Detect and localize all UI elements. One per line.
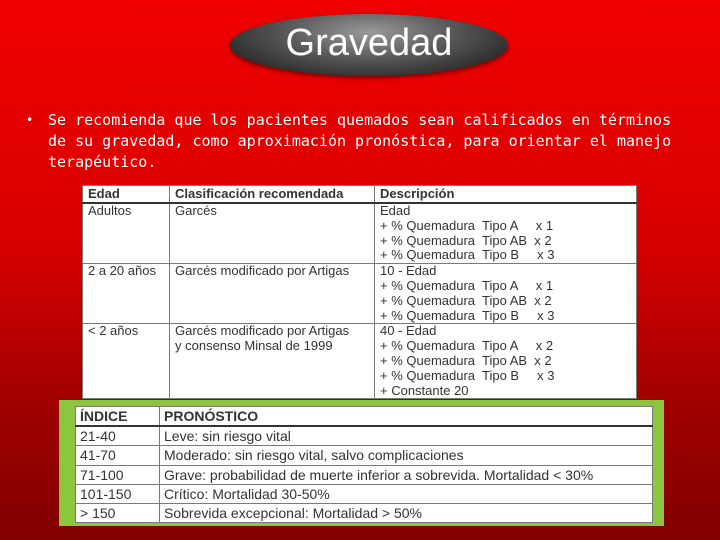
descripcion-line: + % Quemadura Tipo AB x 2 [380,352,552,368]
pronostico-cell: Sobrevida excepcional: Mortalidad > 50% [160,503,653,522]
classification-header-row [83,186,637,204]
table-row [83,203,637,264]
bullet-text: Se recomienda que los pacientes quemados sean calificados en términos de su gravedad, como aproximación pronóstica, para orientar el manejo terapéutico. [48,111,672,171]
bullet-paragraph [26,110,686,173]
classification-table [82,185,637,399]
descripcion-cell [375,324,637,399]
header-indice: ÍNDICE [76,407,160,427]
edad-cell: Adultos [83,203,170,264]
title-banner [230,14,508,76]
descripcion-line: + % Quemadura Tipo A x 2 [380,338,554,354]
descripcion-line: + % Quemadura Tipo B x 3 [380,307,555,323]
clasificacion-line: Garcés modificado por Artigas [175,263,350,279]
pronostico-cell: Moderado: sin riesgo vital, salvo complicaciones [160,446,653,465]
descripcion-line: + % Quemadura Tipo B x 3 [380,367,555,383]
indice-cell: > 150 [76,503,160,522]
descripcion-line: + % Quemadura Tipo AB x 2 [380,292,552,308]
descripcion-line: + Constante 20 [380,382,469,398]
table-row [76,446,653,465]
indice-cell: 21-40 [76,426,160,446]
prognosis-frame [59,400,664,526]
pronostico-cell: Crítico: Mortalidad 30-50% [160,484,653,503]
descripcion-line: 40 - Edad [380,323,437,339]
indice-cell: 41-70 [76,446,160,465]
descripcion-cell [375,264,637,324]
descripcion-line: 10 - Edad [380,263,437,279]
clasificacion-cell [170,324,375,399]
clasificacion-cell [170,264,375,324]
header-pronostico: PRONÓSTICO [160,407,653,427]
clasificacion-line: y consenso Minsal de 1999 [175,338,333,354]
slide-title: Gravedad [285,22,453,64]
edad-cell: < 2 años [83,324,170,399]
descripcion-line: + % Quemadura Tipo A x 1 [380,217,554,233]
indice-cell: 71-100 [76,465,160,484]
descripcion-line: + % Quemadura Tipo A x 1 [380,277,554,293]
descripcion-line: Edad [380,203,411,218]
clasificacion-line: Garcés [175,203,217,218]
table-row [76,426,653,446]
descripcion-line: + % Quemadura Tipo B x 3 [380,247,555,263]
prognosis-table [75,406,653,523]
bullet-dot: • [26,113,34,127]
indice-cell: 101-150 [76,484,160,503]
pronostico-cell: Grave: probabilidad de muerte inferior a sobrevida. Mortalidad < 30% [160,465,653,484]
pronostico-cell: Leve: sin riesgo vital [160,426,653,446]
header-descripcion: Descripción [375,186,637,204]
clasificacion-line: Garcés modificado por Artigas [175,323,350,339]
table-row [76,465,653,484]
table-row [76,484,653,503]
table-row [76,503,653,522]
descripcion-line: + % Quemadura Tipo AB x 2 [380,232,552,248]
descripcion-cell [375,203,637,264]
table-row [83,324,637,399]
prognosis-header-row [76,407,653,427]
table-row [83,264,637,324]
header-edad: Edad [83,186,170,204]
header-clasificacion: Clasificación recomendada [170,186,375,204]
edad-cell: 2 a 20 años [83,264,170,324]
clasificacion-cell [170,203,375,264]
